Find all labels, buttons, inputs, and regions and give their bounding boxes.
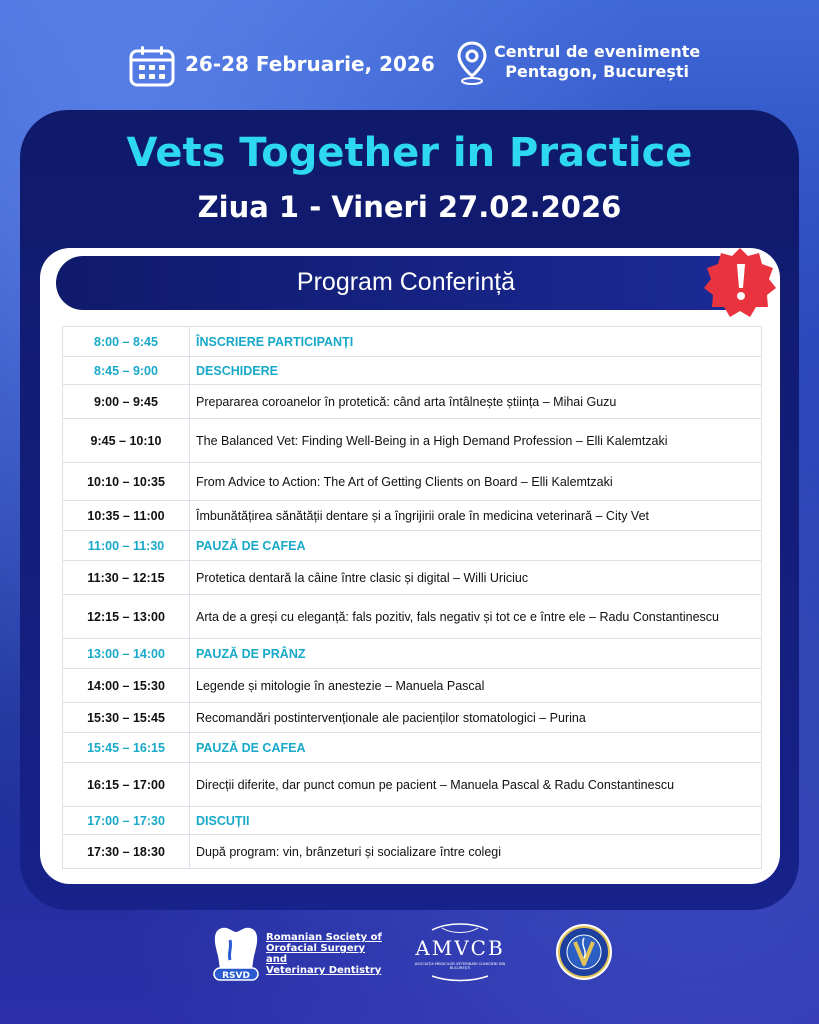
- venue-line-2: Pentagon, București: [505, 62, 690, 81]
- schedule-time: 16:15 – 17:00: [63, 763, 190, 807]
- schedule-time: 8:00 – 8:45: [63, 327, 190, 357]
- schedule-row: [63, 531, 762, 561]
- schedule-time: 10:35 – 11:00: [63, 501, 190, 531]
- event-venue: [494, 42, 700, 82]
- location-pin-icon: [456, 40, 488, 86]
- schedule-time: 14:00 – 15:30: [63, 669, 190, 703]
- schedule-session: PAUZĂ DE PRÂNZ: [190, 639, 762, 669]
- schedule-row: [63, 763, 762, 807]
- schedule-row: [63, 501, 762, 531]
- schedule-table: [62, 326, 762, 869]
- schedule-row: [63, 835, 762, 869]
- schedule-session: Îmbunătățirea sănătății dentare și a îngrijirii orale în medicina veterinară – City Vet: [190, 501, 762, 531]
- schedule-session: ÎNSCRIERE PARTICIPANȚI: [190, 327, 762, 357]
- rsvd-line-1: Romanian Society of: [266, 932, 382, 943]
- schedule-time: 15:30 – 15:45: [63, 703, 190, 733]
- schedule-time: 10:10 – 10:35: [63, 463, 190, 501]
- schedule-session: DESCHIDERE: [190, 357, 762, 385]
- amvcb-wordmark: AMVCB: [415, 936, 505, 960]
- schedule-session: Legende și mitologie în anestezie – Manuela Pascal: [190, 669, 762, 703]
- event-title: Vets Together in Practice: [126, 130, 693, 176]
- schedule-row: [63, 385, 762, 419]
- calendar-icon: [128, 44, 176, 88]
- schedule-time: 9:45 – 10:10: [63, 419, 190, 463]
- rsvd-name: [266, 932, 386, 976]
- schedule-row: [63, 357, 762, 385]
- schedule-session: Recomandări postintervenționale ale pacienților stomatologici – Purina: [190, 703, 762, 733]
- schedule-time: 11:30 – 12:15: [63, 561, 190, 595]
- schedule-session: PAUZĂ DE CAFEA: [190, 733, 762, 763]
- event-date: 26-28 Februarie, 2026: [185, 52, 435, 76]
- rsvd-tooth-logo-icon: [208, 922, 264, 984]
- schedule-row: [63, 807, 762, 835]
- schedule-session: Protetica dentară la câine între clasic și digital – Willi Uriciuc: [190, 561, 762, 595]
- schedule-session: Arta de a greși cu eleganță: fals pozitiv, fals negativ și tot ce e între ele – Radu Constantinescu: [190, 595, 762, 639]
- venue-line-1: Centrul de evenimente: [494, 42, 701, 61]
- schedule-row: [63, 463, 762, 501]
- schedule-session: Direcții diferite, dar punct comun pe pacient – Manuela Pascal & Radu Constantinescu: [190, 763, 762, 807]
- seal-emblem-icon: [554, 922, 614, 982]
- schedule-row: [63, 669, 762, 703]
- day-heading: Ziua 1 - Vineri 27.02.2026: [197, 190, 622, 224]
- schedule-time: 9:00 – 9:45: [63, 385, 190, 419]
- schedule-time: 13:00 – 14:00: [63, 639, 190, 669]
- schedule-time: 17:30 – 18:30: [63, 835, 190, 869]
- amvcb-subtitle: ASOCIAȚIA MEDICILOR VETERINARI CLINICIENI DIN BUCUREȘTI: [414, 962, 506, 970]
- schedule-session: DISCUȚII: [190, 807, 762, 835]
- schedule-time: 17:00 – 17:30: [63, 807, 190, 835]
- schedule-row: [63, 561, 762, 595]
- schedule-time: 15:45 – 16:15: [63, 733, 190, 763]
- schedule-row: [63, 639, 762, 669]
- schedule-row: [63, 703, 762, 733]
- schedule-session: The Balanced Vet: Finding Well-Being in a High Demand Profession – Elli Kalemtzaki: [190, 419, 762, 463]
- rsvd-line-3: Veterinary Dentistry: [266, 965, 382, 976]
- schedule-session: După program: vin, brânzeturi și socializare între colegi: [190, 835, 762, 869]
- schedule-row: [63, 327, 762, 357]
- partner-logos: [0, 918, 819, 988]
- event-info-bar: [0, 38, 819, 98]
- schedule-session: From Advice to Action: The Art of Getting Clients on Board – Elli Kalemtzaki: [190, 463, 762, 501]
- schedule-row: [63, 733, 762, 763]
- schedule-row: [63, 595, 762, 639]
- rsvd-line-2: Orofacial Surgery and: [266, 943, 366, 965]
- schedule-time: 12:15 – 13:00: [63, 595, 190, 639]
- alert-badge-icon: [702, 244, 778, 320]
- schedule-session: PAUZĂ DE CAFEA: [190, 531, 762, 561]
- rsvd-mark-text: RSVD: [222, 971, 250, 981]
- amvcb-logo: [412, 918, 508, 982]
- schedule-time: 11:00 – 11:30: [63, 531, 190, 561]
- schedule-time: 8:45 – 9:00: [63, 357, 190, 385]
- program-label: Program Conferință: [296, 268, 516, 296]
- schedule-row: [63, 419, 762, 463]
- schedule-session: Prepararea coroanelor în protetică: când arta întâlnește știința – Mihai Guzu: [190, 385, 762, 419]
